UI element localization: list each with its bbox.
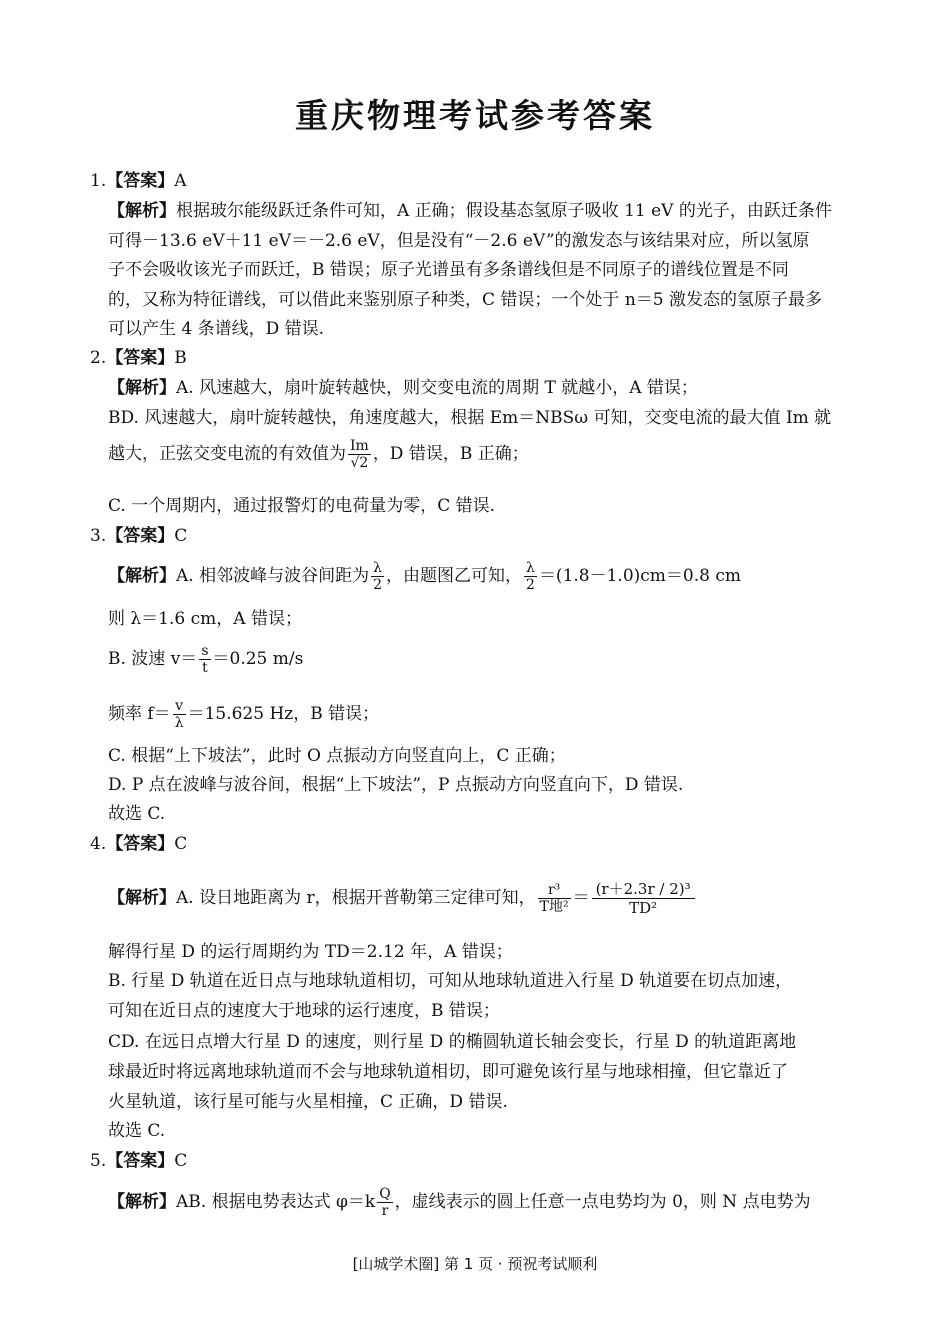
analysis-text: AB. 根据电势表达式 φ＝k [176,1192,376,1212]
fraction [173,698,186,731]
q4-analysis-line: 可知在近日点的速度大于地球的运行速度，B 错误； [108,1001,500,1021]
fraction-denominator: λ [174,715,184,731]
analysis-text: A. 相邻波峰与波谷间距为 [176,566,370,586]
q3-analysis-line [108,643,303,676]
analysis-label: 【解析】 [108,888,176,908]
analysis-text: 根据玻尔能级跃迁条件可知，A 正确；假设基态氢原子吸收 11 eV 的光子，由跃迁条件 [176,201,832,221]
fraction-numerator: Im [350,438,369,454]
q5-answer [90,1150,187,1172]
fraction-numerator: (r＋2.3r / 2)³ [592,880,695,899]
answer-value: A [174,171,187,191]
q3-analysis-line [108,560,741,593]
analysis-text: B. 波速 v＝ [108,649,198,669]
analysis-text: ＝ [572,888,590,908]
fraction-numerator: v [173,698,186,715]
analysis-text: ＝(1.8－1.0)cm＝0.8 cm [538,566,741,586]
fraction-denominator: r [381,1203,389,1219]
page-footer: [山城学术圈] 第 1 页 · 预祝考试顺利 [352,1255,598,1273]
fraction-denominator: √2 [350,455,369,471]
q4-analysis-line: 火星轨道，该行星可能与火星相撞，C 正确，D 错误. [108,1092,508,1112]
analysis-text: ，由题图乙可知， [386,566,523,586]
fraction [524,560,537,593]
analysis-text: A. 设日地距离为 r，根据开普勒第三定律可知， [176,888,536,908]
q2-analysis-line: C. 一个周期内，通过报警灯的电荷量为零，C 错误. [108,496,496,516]
analysis-label: 【解析】 [108,566,176,586]
answer-value: C [174,834,188,854]
answer-label: 【答案】 [106,834,175,854]
answer-value: C [174,1151,188,1171]
q4-analysis-line [108,880,697,917]
fraction [348,438,371,471]
fraction-numerator: s [201,643,209,659]
answer-label: 【答案】 [106,526,175,546]
analysis-label: 【解析】 [108,1192,176,1212]
q1-analysis-line: 子不会吸收该光子而跃迁，B 错误；原子光谱虽有多条谱线但是不同原子的谱线位置是不同 [108,260,789,280]
q3-analysis-line: C. 根据“上下坡法”，此时 O 点振动方向竖直向上，C 正确； [108,746,566,766]
q3-analysis-line: 则 λ＝1.6 cm，A 错误； [108,609,302,629]
question-number: 3. [90,526,107,546]
question-number: 4. [90,834,107,854]
answer-value: C [174,526,188,546]
fraction [538,882,571,915]
q4-analysis-line: 解得行星 D 的运行周期约为 TD＝2.12 年，A 错误； [108,942,513,962]
analysis-text: ，虚线表示的圆上任意一点电势均为 0，则 N 点电势为 [394,1192,811,1212]
fraction-denominator: t [202,660,208,676]
answer-label: 【答案】 [106,348,175,368]
question-number: 1. [90,171,107,191]
analysis-text: ＝15.625 Hz，B 错误； [187,704,380,724]
question-number: 2. [90,348,107,368]
q1-analysis-line: 可以产生 4 条谱线，D 错误. [108,319,325,339]
fraction [199,643,210,676]
answer-value: B [174,348,187,368]
q2-analysis-line [108,438,529,471]
analysis-text: 越大，正弦交变电流的有效值为 [108,444,346,464]
q3-analysis-line: D. P 点在波峰与波谷间，根据“上下坡法”，P 点振动方向竖直向下，D 错误. [108,775,684,795]
q4-analysis-line: 球最近时将远离地球轨道而不会与地球轨道相切，即可避免该行星与地球相撞，但它靠近了 [108,1062,788,1082]
q1-analysis-line: 可得－13.6 eV＋11 eV＝－2.6 eV，但是没有“－2.6 eV”的激发态与该结果对应，所以氢原 [108,231,810,251]
fraction-denominator: 2 [373,577,383,593]
q1-analysis-line: 的，又称为特征谱线，可以借此来鉴别原子种类，C 错误；一个处于 n＝5 激发态的氢原子最多 [108,290,822,310]
q4-analysis-line: CD. 在远日点增大行星 D 的速度，则行星 D 的椭圆轨道长轴会变长，行星 D 的轨道距离地 [108,1032,797,1052]
q5-analysis-line [108,1186,811,1219]
fraction-numerator: Q [379,1186,391,1202]
analysis-text: ，D 错误，B 正确； [372,444,529,464]
q4-analysis-line: B. 行星 D 轨道在近日点与地球轨道相切，可知从地球轨道进入行星 D 轨道要在切点加速， [108,971,793,991]
fraction [371,560,384,593]
fraction-denominator: T地² [539,899,569,915]
page-title: 重庆物理考试参考答案 [295,96,655,135]
q3-analysis-line [108,698,379,731]
analysis-text: 频率 f＝ [108,704,171,724]
analysis-text: ＝0.25 m/s [212,649,304,669]
q1-answer [90,170,187,192]
q2-answer [90,347,187,369]
analysis-text: A. 风速越大，扇叶旋转越快，则交变电流的周期 T 就越小，A 错误； [176,378,698,398]
analysis-label: 【解析】 [108,201,176,221]
q2-analysis-line: BD. 风速越大，扇叶旋转越快，角速度越大，根据 Em＝NBSω 可知，交变电流的最大值 Im 就 [108,408,832,428]
fraction-numerator: r³ [538,882,571,899]
answer-label: 【答案】 [106,1151,175,1171]
q2-analysis-line [108,377,698,399]
analysis-label: 【解析】 [108,378,176,398]
fraction-numerator: λ [524,560,537,577]
fraction-numerator: λ [371,560,384,577]
answer-label: 【答案】 [106,171,175,191]
fraction-denominator: TD² [629,899,658,917]
fraction [592,880,695,917]
q4-answer [90,833,187,855]
q4-analysis-line: 故选 C. [108,1121,166,1141]
q3-analysis-line: 故选 C. [108,804,166,824]
fraction [377,1186,392,1219]
q3-answer [90,525,187,547]
question-number: 5. [90,1151,107,1171]
fraction-denominator: 2 [526,577,535,593]
q1-analysis-line [108,200,832,222]
